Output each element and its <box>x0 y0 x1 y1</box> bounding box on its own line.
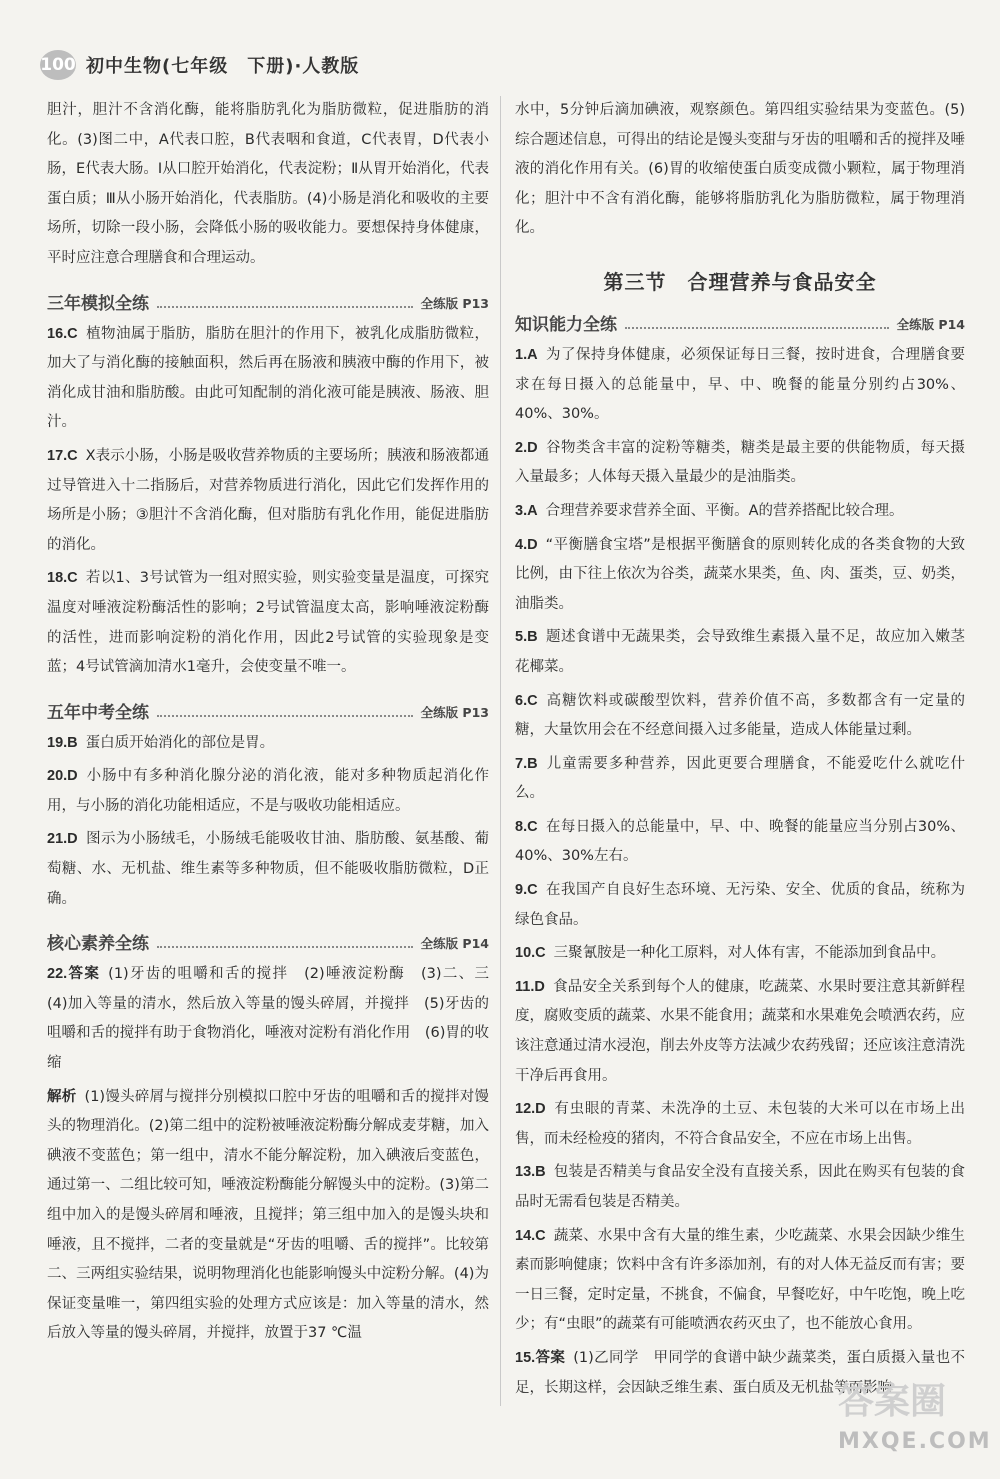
item-number: 16.C <box>47 325 78 342</box>
answer-item <box>515 1222 965 1340</box>
watermark-url: MXQE.COM <box>838 1429 992 1454</box>
answer-item <box>515 1158 965 1217</box>
item-text: 蔬菜、水果中含有大量的维生素，少吃蔬菜、水果会因缺少维生素而影响健康；饮料中含有许多添加剂，有的对人体无益反而有害；要一日三餐，定时定量，不挑食，不偏食，早餐吃好，中午吃饱，晚上吃少；有“虫眼”的蔬菜有可能喷洒农药灭虫了，也不能放心食用。 <box>515 1227 965 1333</box>
dotted-leader <box>157 715 413 717</box>
answer-item <box>515 939 965 969</box>
item-text: 蛋白质开始消化的部位是胃。 <box>85 734 275 751</box>
column-divider <box>500 96 501 1406</box>
answer-item <box>515 750 965 809</box>
item-text: 在每日摄入的总能量中，早、中、晚餐的能量应当分别占30%、40%、30%左右。 <box>515 818 965 865</box>
item-text: 食品安全关系到每个人的健康，吃蔬菜、水果时要注意其新鲜程度，腐败变质的蔬菜、水果不能食用；蔬菜和水果难免会喷洒农药，应该注意通过清水浸泡，削去外皮等方法减少农药残留；还应该注意清洗干净后再食用。 <box>515 978 965 1084</box>
item-text: 谷物类含丰富的淀粉等糖类，糖类是最主要的供能物质，每天摄入量最多；人体每天摄入量最少的是油脂类。 <box>515 439 965 486</box>
answer-item <box>47 442 489 560</box>
item-text: X表示小肠，小肠是吸收营养物质的主要场所；胰液和肠液都通过导管进入十二指肠后，对营养物质进行消化，因此它们发挥作用的场所是小肠；③胆汁不含消化酶，但对脂肪有乳化作用，能促进脂肪的消化。 <box>47 447 489 553</box>
item-number: 2.D <box>515 439 538 456</box>
section-ref: 全练版 P13 <box>420 704 489 720</box>
item-text: 在我国产自良好生态环境、无污染、安全、优质的食品，统称为绿色食品。 <box>515 882 965 928</box>
item-number: 19.B <box>47 734 78 751</box>
item-text: 三聚氰胺是一种化工原料，对人体有害，不能添加到食品中。 <box>553 945 946 962</box>
watermark-logo <box>838 1381 992 1462</box>
answer-item <box>515 876 965 935</box>
item-number: 3.A <box>515 502 538 519</box>
item-number: 13.B <box>515 1164 546 1181</box>
answer-item <box>515 531 965 620</box>
section-ref: 全练版 P14 <box>896 316 965 332</box>
dotted-leader <box>625 327 889 329</box>
answer-item <box>515 973 965 1091</box>
section-title: 三年模拟全练 <box>47 293 149 314</box>
left-column <box>47 96 504 1349</box>
section-heading <box>47 924 489 954</box>
section-title: 核心素养全练 <box>47 934 149 955</box>
item-number: 9.C <box>515 882 538 899</box>
chapter-title: 第三节 合理营养与食品安全 <box>603 269 877 294</box>
item-text: 题述食谱中无蔬果类，会导致维生素摄入量不足，故应加入嫩茎花椰菜。 <box>515 629 965 675</box>
section-heading <box>515 305 965 335</box>
answer-list <box>515 341 965 1403</box>
right-column <box>515 96 965 1403</box>
answer-item <box>515 623 965 682</box>
item-number: 20.D <box>47 768 78 785</box>
page-header <box>40 48 359 82</box>
answer-item <box>515 434 965 493</box>
item-text: 包装是否精美与食品安全没有直接关系，因此在购买有包装的食品时无需看包装是否精美。 <box>515 1164 965 1210</box>
continued-paragraph: 水中，5分钟后滴加碘液，观察颜色。第四组实验结果为变蓝色。(5)综合题述信息，可得出的结论是馒头变甜与牙齿的咀嚼和舌的搅拌及唾液的消化作用有关。(6)胃的收缩使蛋白质变成微小颗粒，属于物理消化；胆汁中不含有消化酶，能够将脂肪乳化为脂肪微粒，属于物理消化。 <box>515 102 965 237</box>
item-text: (1)牙齿的咀嚼和舌的搅拌 (2)唾液淀粉酶 (3)二、三 (4)加入等量的清水，然后放入等量的馒头碎屑，并搅拌 (5)牙齿的咀嚼和舌的搅拌有助于食物消化，唾液对淀粉有消化作用 (6)胃的收缩 <box>47 966 504 1072</box>
item-number: 21.D <box>47 831 78 848</box>
item-text: 图示为小肠绒毛，小肠绒毛能吸收甘油、脂肪酸、氨基酸、葡萄糖、水、无机盐、维生素等多种物质，但不能吸收脂肪微粒，D正确。 <box>47 831 489 907</box>
item-number: 14.C <box>515 1227 546 1244</box>
section-ref: 全练版 P13 <box>420 295 489 311</box>
analysis-text: (1)馒头碎屑与搅拌分别模拟口腔中牙齿的咀嚼和舌的搅拌对馒头的物理消化。(2)第二组中的淀粉被唾液淀粉酶分解成麦芽糖，加入碘液不变蓝色；第一组中，清水不能分解淀粉，加入碘液后变蓝色，通过第一、二组比较可知，唾液淀粉酶能分解馒头中的淀粉。(3)第二组中加入的是馒头碎屑和唾液，且搅拌；第三组中加入的是馒头块和唾液，且不搅拌，二者的变量就是“牙齿的咀嚼、舌的搅拌”。比较第二、三两组实验结果，说明物理消化也能影响馒头中淀粉分解。(4)为保证变量唯一，第四组实验的处理方式应该是：加入等量的清水，然后放入等量的馒头碎屑，并搅拌，放置于37 ℃温 <box>47 1088 490 1342</box>
dotted-leader <box>157 946 413 948</box>
item-number: 7.B <box>515 755 538 772</box>
answer-item <box>47 320 489 438</box>
item-number: 6.C <box>515 692 538 709</box>
answer-item <box>47 825 489 914</box>
item-number: 10.C <box>515 945 546 962</box>
book-title: 初中生物(七年级 下册)·人教版 <box>86 56 360 77</box>
item-text: 高糖饮料或碳酸型饮料，营养价值不高，多数都含有一定量的糖，大量饮用会在不经意间摄入过多能量，造成人体能量过剩。 <box>515 692 965 739</box>
item-number: 1.A <box>515 346 538 363</box>
dotted-leader <box>157 306 413 308</box>
item-text: 儿童需要多种营养，因此更要合理膳食，不能爱吃什么就吃什么。 <box>515 755 965 802</box>
item-number: 12.D <box>515 1101 546 1118</box>
item-text: 合理营养要求营养全面、平衡。A的营养搭配比较合理。 <box>545 502 904 519</box>
item-text: 若以1、3号试管为一组对照实验，则实验变量是温度，可探究温度对唾液淀粉酶活性的影响；2号试管温度太高，影响唾液淀粉酶的活性，进而影响淀粉的消化作用，因此2号试管的实验现象是变蓝；4号试管滴加清水1毫升，会使变量不唯一。 <box>47 570 489 676</box>
answer-item <box>515 813 965 872</box>
section-heading <box>47 284 489 314</box>
item-text: 有虫眼的青菜、未洗净的土豆、未包装的大米可以在市场上出售，而未经检疫的猪肉，不符合食品安全，不应在市场上出售。 <box>515 1101 965 1147</box>
item-number: 8.C <box>515 818 538 835</box>
analysis-paragraph <box>47 1083 489 1349</box>
section-title: 知识能力全练 <box>515 314 617 335</box>
watermark-text: 答案圈 <box>838 1381 947 1422</box>
item-number: 22.答案 <box>47 966 101 983</box>
item-number: 5.B <box>515 629 538 646</box>
item-text: (1)乙同学 甲同学的食谱中缺少蔬菜类，蛋白质摄入量也不足，长期这样，会因缺乏维生素、蛋白质及无机盐等而影响 <box>515 1349 965 1396</box>
answer-item <box>515 1095 965 1154</box>
section-title: 五年中考全练 <box>47 702 149 723</box>
answer-item <box>515 687 965 746</box>
item-text: 为了保持身体健康，必须保证每日三餐，按时进食，合理膳食要求在每日摄入的总能量中，早、中、晚餐的能量分别约占30%、40%、30%。 <box>515 346 965 423</box>
item-number: 18.C <box>47 570 78 587</box>
item-number: 4.D <box>515 536 538 553</box>
answer-item <box>47 564 489 682</box>
item-text: “平衡膳食宝塔”是根据平衡膳食的原则转化成的各类食物的大致比例，由下往上依次为谷类，蔬菜水果类，鱼、肉、蛋类，豆、奶类，油脂类。 <box>515 536 965 612</box>
intro-paragraph: 胆汁，胆汁不含消化酶，能将脂肪乳化为脂肪微粒，促进脂肪的消化。(3)图二中，A代表口腔，B代表咽和食道，C代表胃，D代表小肠，E代表大肠。Ⅰ从口腔开始消化，代表淀粉；Ⅱ从胃开始消化，代表蛋白质；Ⅲ从小肠开始消化，代表脂肪。(4)小肠是消化和吸收的主要场所，切除一段小肠，会降低小肠的吸收能力。要想保持身体健康，平时应注意合理膳食和合理运动。 <box>47 102 489 266</box>
item-number: 17.C <box>47 447 78 464</box>
answer-item <box>47 762 489 821</box>
analysis-label: 解析 <box>47 1088 77 1105</box>
answer-item <box>515 497 965 527</box>
answer-item <box>515 341 965 430</box>
answer-item <box>47 729 489 759</box>
item-number: 15.答案 <box>515 1349 566 1366</box>
section-ref: 全练版 P14 <box>420 936 489 952</box>
page-number: 100 <box>40 50 76 80</box>
answer-item <box>47 960 504 1078</box>
item-text: 植物油属于脂肪，脂肪在胆汁的作用下，被乳化成脂肪微粒，加大了与消化酶的接触面积，然后再在肠液和胰液中酶的作用下，被消化成甘油和脂肪酸。由此可知配制的消化液可能是胰液、肠液、胆汁。 <box>47 325 489 431</box>
section-heading <box>47 693 489 723</box>
item-text: 小肠中有多种消化腺分泌的消化液，能对多种物质起消化作用，与小肠的消化功能相适应，不是与吸收功能相适应。 <box>47 768 489 814</box>
item-number: 11.D <box>515 978 545 995</box>
